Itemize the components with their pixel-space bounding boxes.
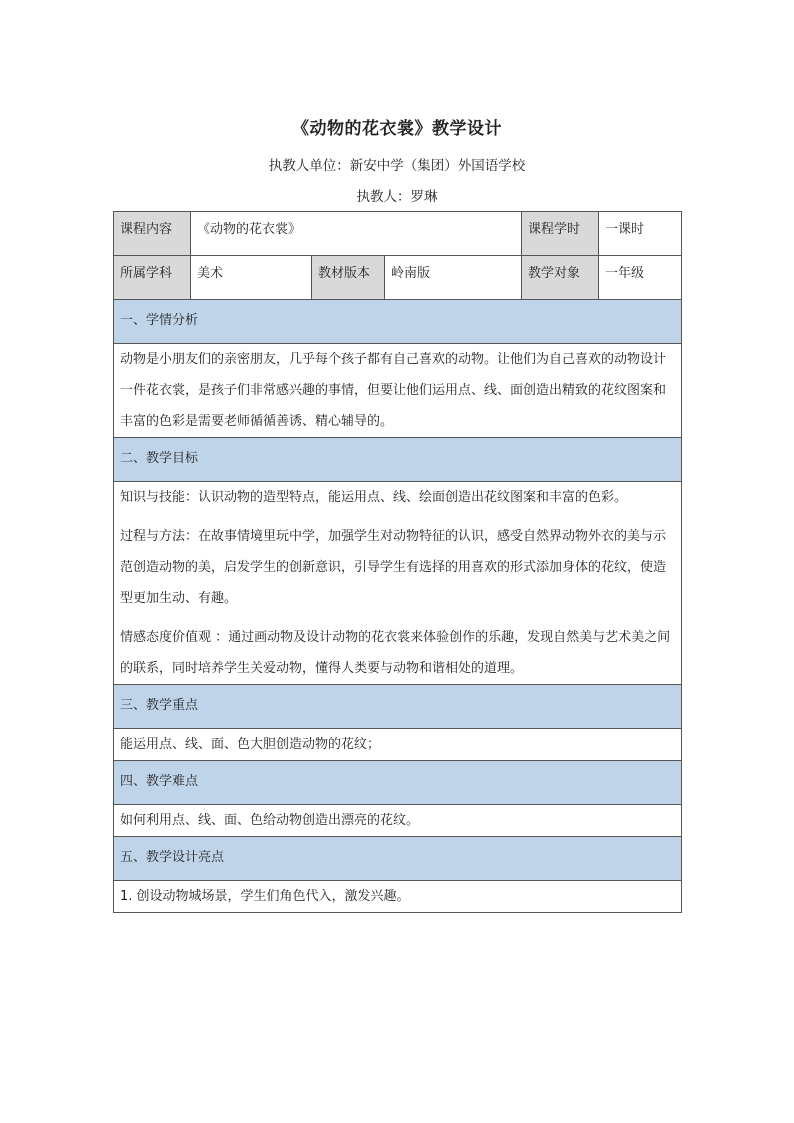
- target-label: 教学对象: [522, 256, 599, 300]
- teacher-name-line: 执教人：罗琳: [356, 189, 438, 205]
- teacher-unit-line: 执教人单位：新安中学（集团）外国语学校: [268, 158, 526, 174]
- analysis-heading: 一、学情分析: [114, 300, 682, 344]
- section-body-analysis: [114, 344, 682, 438]
- difficulties-text: 如何利用点、线、面、色给动物创造出漂亮的花纹。: [120, 813, 420, 828]
- section-body-difficulties: [114, 805, 682, 837]
- hours-label: 课程学时: [522, 212, 599, 256]
- lesson-plan-table: [113, 211, 682, 913]
- key-points-heading: 三、教学重点: [114, 685, 682, 729]
- target-value: 一年级: [599, 256, 682, 300]
- page-title: 《动物的花衣裳》教学设计: [292, 119, 502, 139]
- section-body-key-points: [114, 729, 682, 761]
- subject-label: 所属学科: [114, 256, 191, 300]
- course-label: 课程内容: [114, 212, 191, 256]
- section-header-highlights: [114, 837, 682, 881]
- goals-heading: 二、教学目标: [114, 438, 682, 482]
- section-body-highlights: [114, 881, 682, 913]
- section-body-goals: [114, 482, 682, 685]
- edition-value: 岭南版: [385, 256, 522, 300]
- course-value: 《动物的花衣裳》: [191, 212, 522, 256]
- analysis-text: 动物是小朋友们的亲密朋友，几乎每个孩子都有自己喜欢的动物。让他们为自己喜欢的动物设计一件花衣裳，是孩子们非常感兴趣的事情，但要让他们运用点、线、面创造出精致的花纹图案和丰富的色彩是需要老师循循善诱、精心辅导的。: [120, 352, 667, 429]
- section-header-difficulties: [114, 761, 682, 805]
- meta-row-subject: [114, 256, 682, 300]
- section-header-analysis: [114, 300, 682, 344]
- section-header-key-points: [114, 685, 682, 729]
- key-points-text: 能运用点、线、面、色大胆创造动物的花纹；: [120, 737, 381, 752]
- highlights-text: 1. 创设动物城场景，学生们角色代入，激发兴趣。: [120, 889, 410, 904]
- section-header-goals: [114, 438, 682, 482]
- highlights-heading: 五、教学设计亮点: [114, 837, 682, 881]
- hours-value: 一课时: [599, 212, 682, 256]
- goal-process: 过程与方法：在故事情境里玩中学，加强学生对动物特征的认识，感受自然界动物外衣的美与示范创造动物的美，启发学生的创新意识，引导学生有选择的用喜欢的形式添加身体的花纹，使造型更加生动、有趣。: [120, 529, 667, 606]
- subject-value: 美术: [191, 256, 312, 300]
- edition-label: 教材版本: [312, 256, 385, 300]
- difficulties-heading: 四、教学难点: [114, 761, 682, 805]
- meta-row-course: [114, 212, 682, 256]
- goal-emotion: 情感态度价值观 ：通过画动物及设计动物的花衣裳来体验创作的乐趣，发现自然美与艺术美之间的联系，同时培养学生关爱动物，懂得人类要与动物和谐相处的道理。: [120, 630, 671, 676]
- goal-knowledge: 知识与技能：认识动物的造型特点，能运用点、线、绘面创造出花纹图案和丰富的色彩。: [120, 490, 628, 505]
